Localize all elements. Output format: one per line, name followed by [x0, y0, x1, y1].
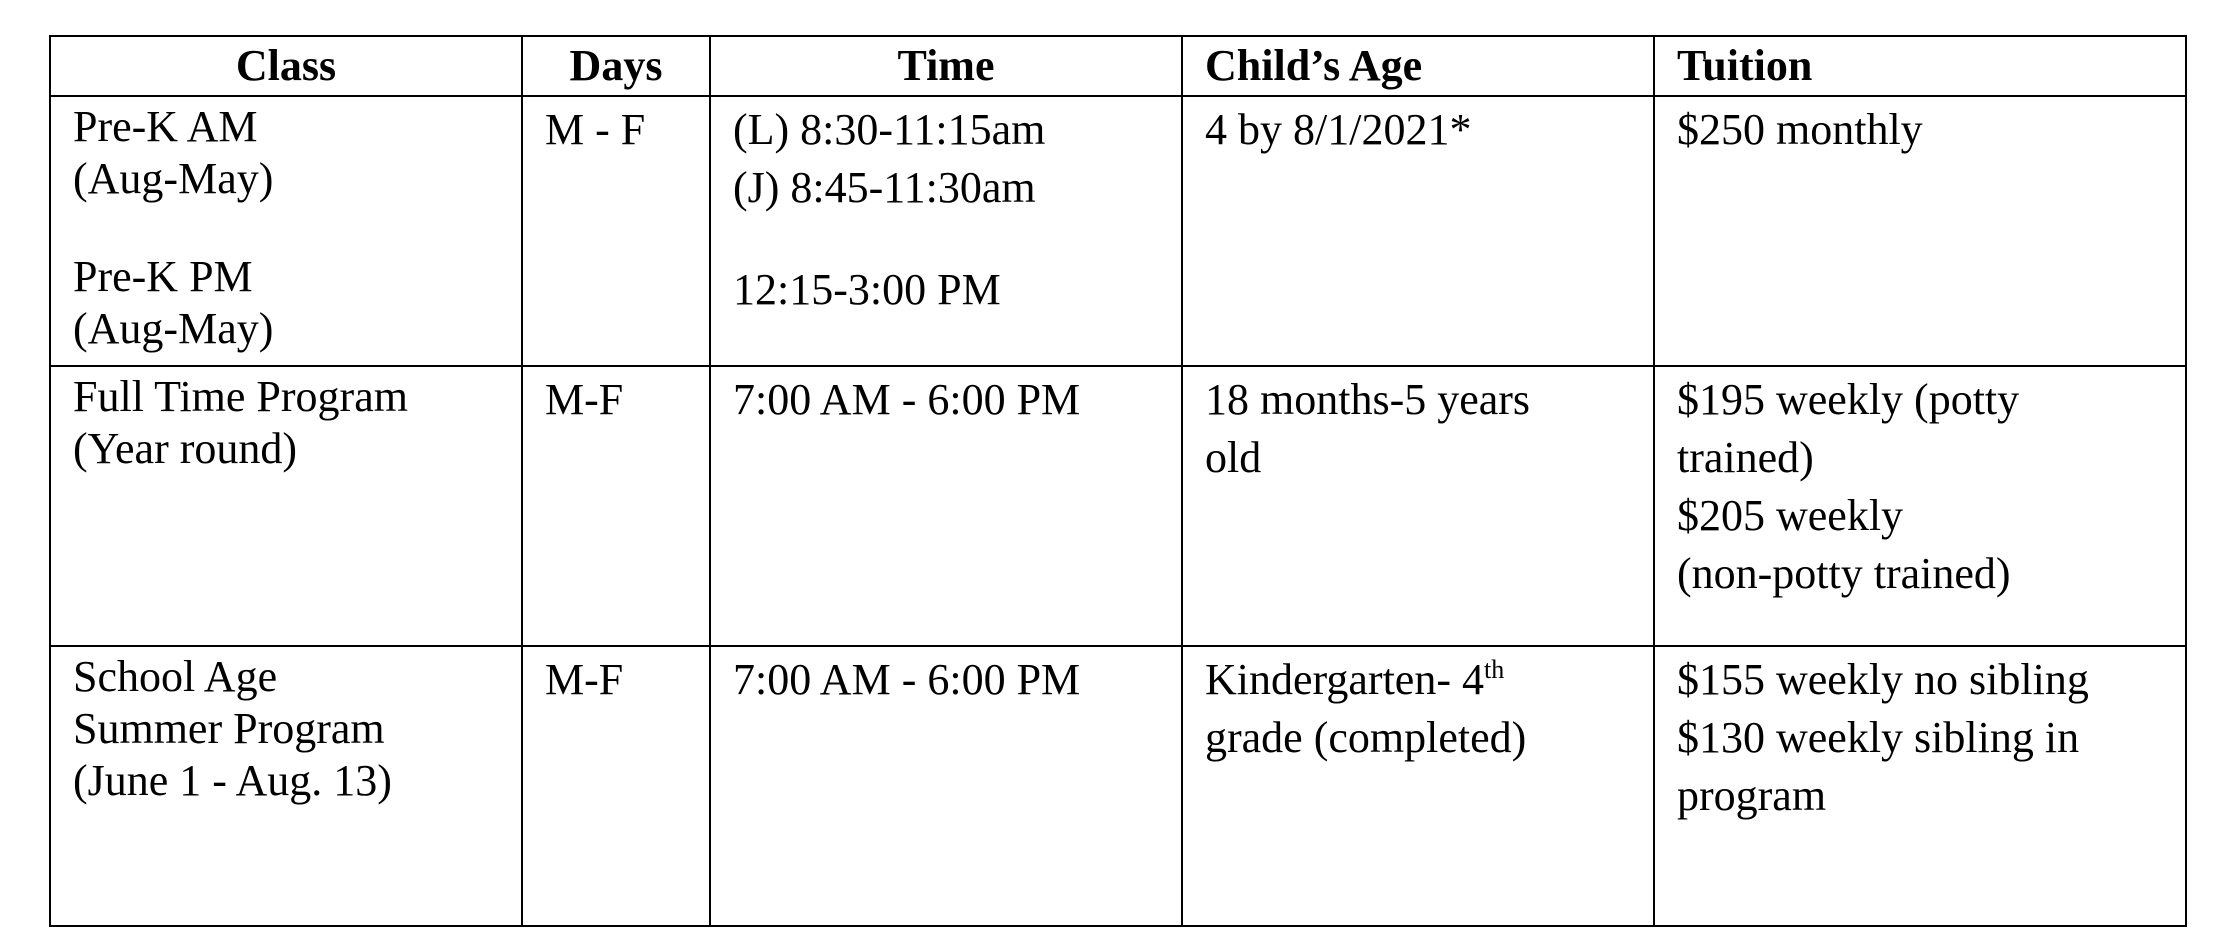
- header-time: Time: [710, 36, 1182, 96]
- tuition-value: (non-potty trained): [1677, 549, 2011, 598]
- header-row: [50, 36, 2186, 96]
- tuition-value: $155 weekly no sibling: [1677, 655, 2089, 704]
- class-name: Pre-K AM: [73, 102, 258, 151]
- cell-childs-age: [1182, 96, 1654, 366]
- class-period: (Aug-May): [73, 304, 274, 353]
- cell-tuition: [1654, 646, 2186, 926]
- table-row-school-age: [50, 646, 2186, 926]
- tuition-schedule-table: [49, 35, 2187, 927]
- header-tuition: Tuition: [1654, 36, 2186, 96]
- days-value: M - F: [545, 105, 646, 154]
- table-row-full-time: [50, 366, 2186, 646]
- age-value: old: [1205, 433, 1262, 482]
- cell-childs-age: [1182, 646, 1654, 926]
- time-value: 7:00 AM - 6:00 PM: [733, 375, 1081, 424]
- time-value: (L) 8:30-11:15am: [733, 105, 1046, 154]
- tuition-value: program: [1677, 771, 1827, 820]
- class-name: School Age: [73, 652, 278, 701]
- header-class: Class: [50, 36, 522, 96]
- time-value: 7:00 AM - 6:00 PM: [733, 655, 1081, 704]
- time-value: (J) 8:45-11:30am: [733, 163, 1036, 212]
- class-name: Full Time Program: [73, 372, 408, 421]
- tuition-value: $195 weekly (potty: [1677, 375, 2020, 424]
- table-row-prek: [50, 96, 2186, 366]
- class-name: Pre-K PM: [73, 252, 253, 301]
- age-grade-text: Kindergarten- 4: [1205, 655, 1484, 704]
- cell-tuition: [1654, 96, 2186, 366]
- days-value: M-F: [545, 375, 624, 424]
- age-value: 4 by 8/1/2021*: [1205, 105, 1472, 154]
- tuition-value: $205 weekly: [1677, 491, 1904, 540]
- age-value: grade (completed): [1205, 713, 1527, 762]
- cell-days: [522, 646, 710, 926]
- days-value: M-F: [545, 655, 624, 704]
- cell-days: [522, 96, 710, 366]
- age-value: 18 months-5 years: [1205, 375, 1531, 424]
- cell-class: [50, 366, 522, 646]
- cell-days: [522, 366, 710, 646]
- class-period: (Year round): [73, 424, 298, 473]
- cell-time: [710, 366, 1182, 646]
- cell-time: [710, 96, 1182, 366]
- cell-tuition: [1654, 366, 2186, 646]
- cell-class: [50, 96, 522, 366]
- header-childs-age: Child’s Age: [1182, 36, 1654, 96]
- age-value: [1205, 647, 1643, 709]
- tuition-value: $250 monthly: [1677, 105, 1923, 154]
- class-name: Summer Program: [73, 704, 385, 753]
- cell-class: [50, 646, 522, 926]
- time-value: 12:15-3:00 PM: [733, 265, 1001, 314]
- cell-time: [710, 646, 1182, 926]
- tuition-value: trained): [1677, 433, 1814, 482]
- class-period: (June 1 - Aug. 13): [73, 756, 392, 805]
- tuition-value: $130 weekly sibling in: [1677, 713, 2080, 762]
- header-days: Days: [522, 36, 710, 96]
- cell-childs-age: [1182, 366, 1654, 646]
- ordinal-suffix: th: [1483, 655, 1505, 684]
- class-period: (Aug-May): [73, 154, 274, 203]
